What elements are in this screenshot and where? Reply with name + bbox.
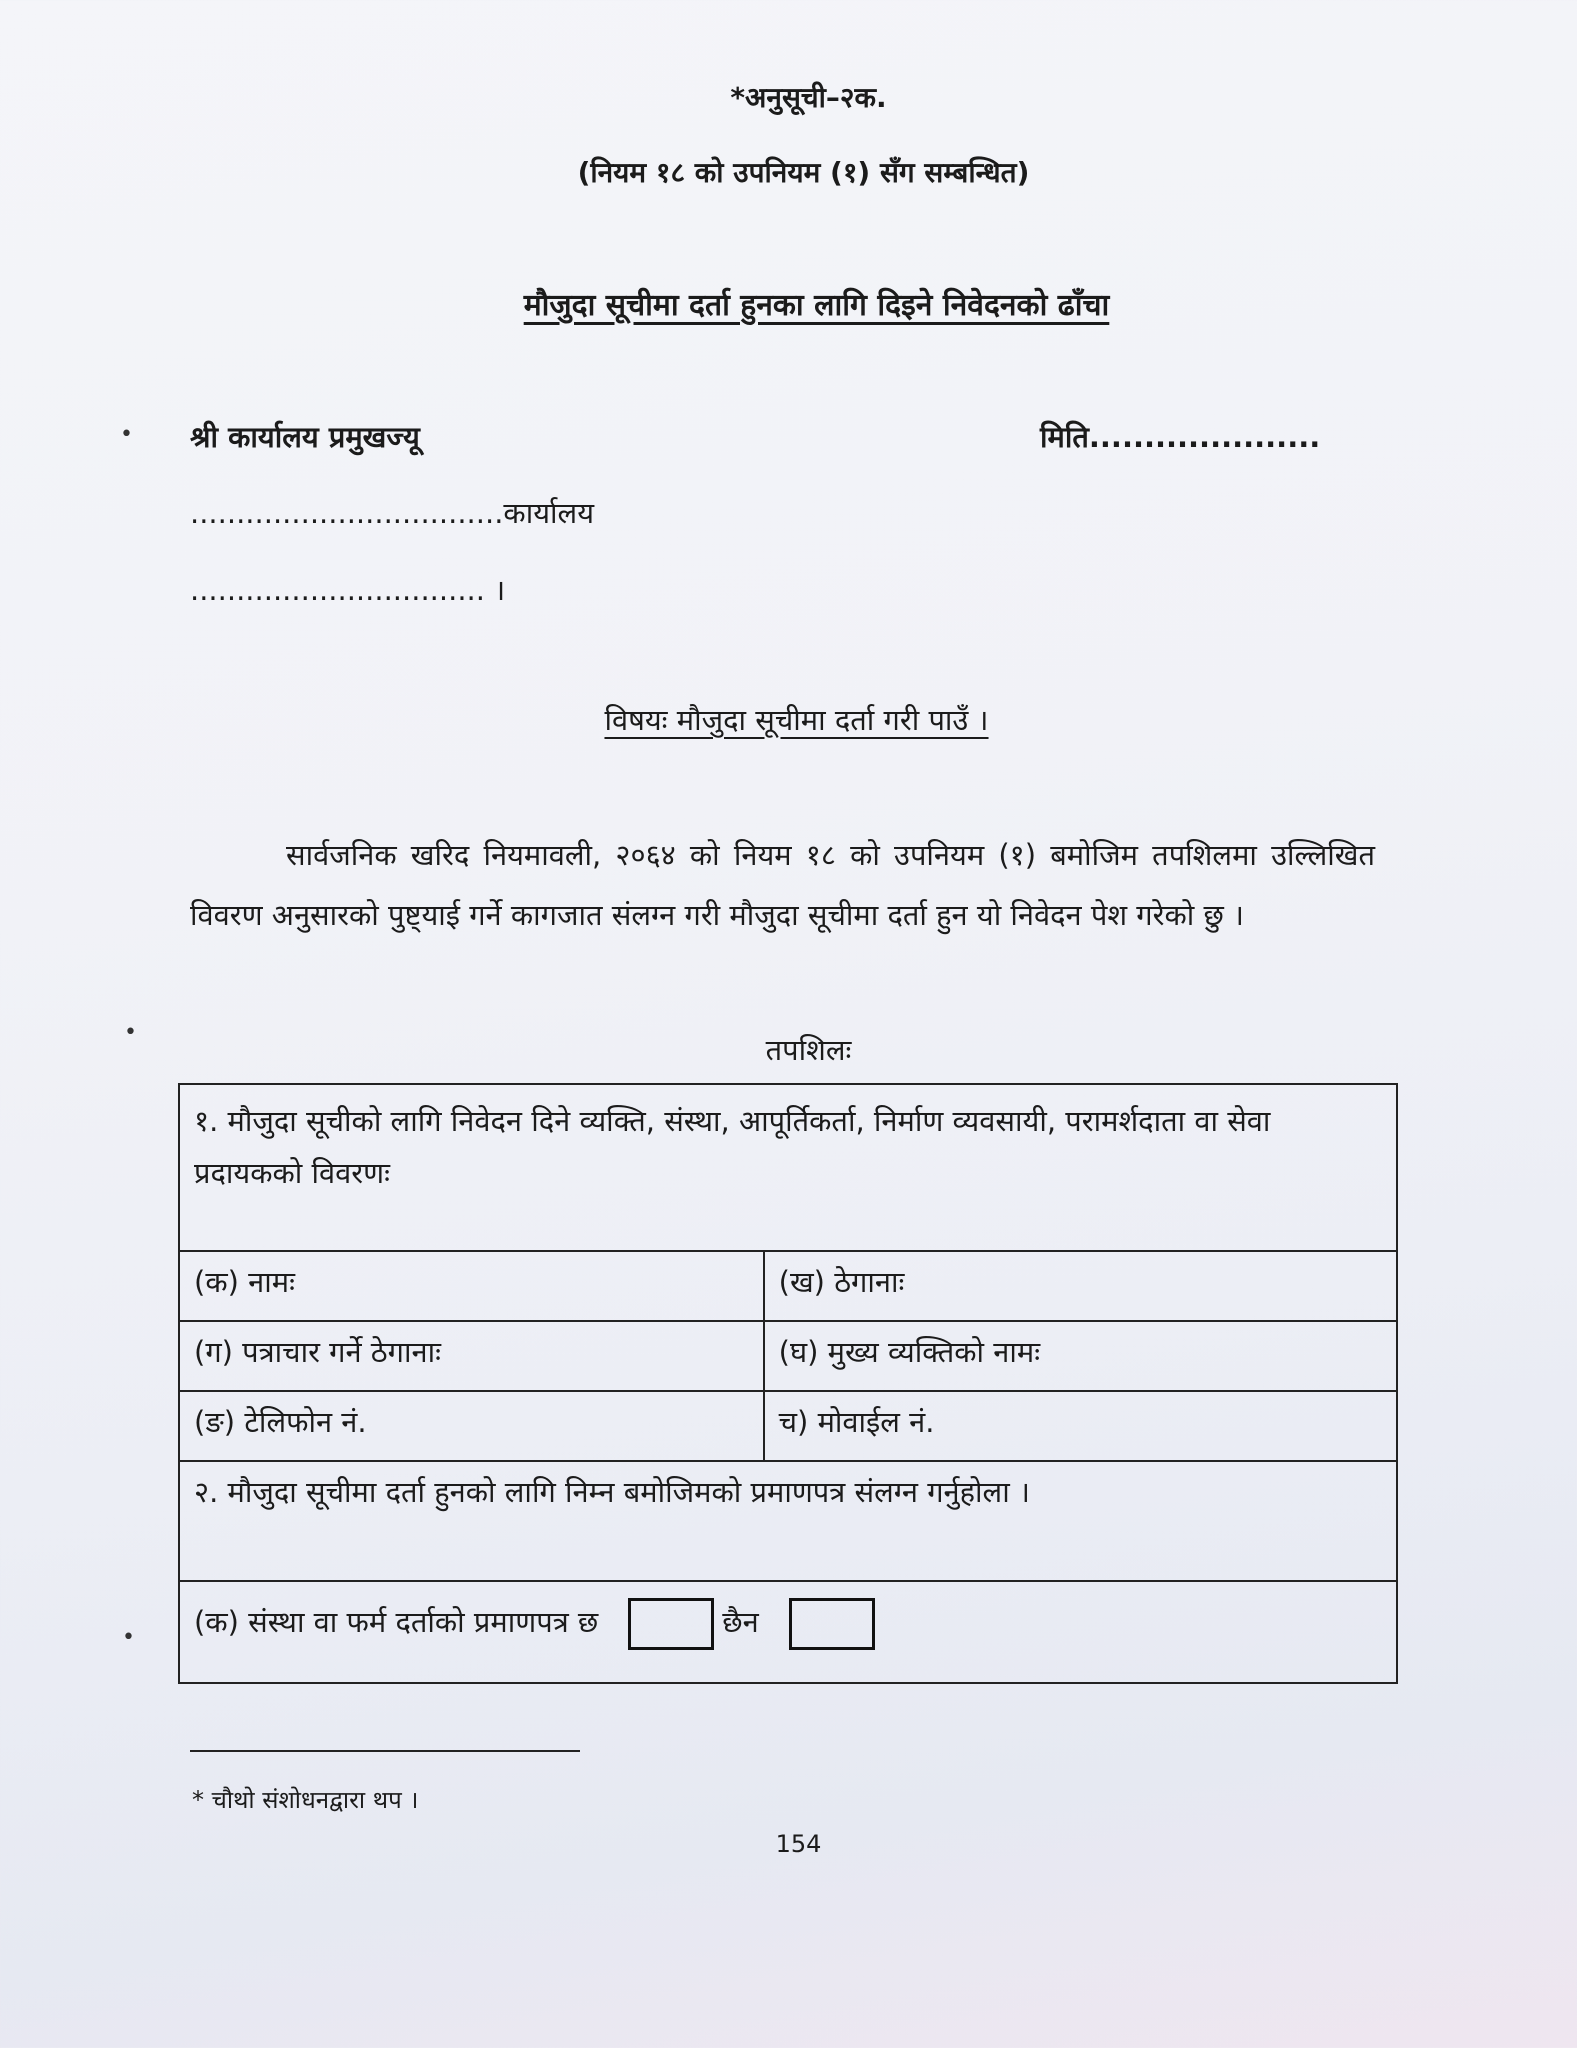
office-line: ..................................कार्यालय [190, 496, 595, 530]
table-row [179, 1251, 1397, 1321]
mobile-field: च) मोवाईल नं. [764, 1391, 1397, 1461]
key-person-field: (घ) मुख्य व्यक्तिको नामः [764, 1321, 1397, 1391]
details-table [178, 1083, 1398, 1684]
footnote-divider [190, 1750, 580, 1752]
certificate-question: (क) संस्था वा फर्म दर्ताको प्रमाणपत्र छ [194, 1605, 599, 1639]
stray-mark: • [124, 1020, 137, 1045]
form-title [28, 283, 1577, 324]
table-row [179, 1461, 1397, 1581]
certificate-row [179, 1581, 1397, 1683]
section1-heading: १. मौजुदा सूचीको लागि निवेदन दिने व्यक्ति, संस्था, आपूर्तिकर्ता, निर्माण व्यवसायी, परामर्शदाता वा सेवा प्रदायकको विवरणः [179, 1084, 1397, 1251]
table-row [179, 1391, 1397, 1461]
table-row [179, 1321, 1397, 1391]
schedule-label: तपशिलः [765, 1033, 852, 1067]
form-title-text: मौजुदा सूचीमा दर्ता हुनका लागि दिइने निवेदनको ढाँचा [523, 288, 1110, 323]
table-row [179, 1084, 1397, 1251]
rule-reference: (नियम १८ को उपनियम (१) सँग सम्बन्धित) [577, 156, 1030, 189]
subject-text: विषयः मौजुदा सूचीमा दर्ता गरी पाउँ । [604, 703, 989, 737]
application-body: सार्वजनिक खरिद नियमावली, २०६४ को नियम १८ को उपनियम (१) बमोजिम तपशिलमा उल्लिखित विवरण अनुसारको पुष्ट्याई गर्ने कागजात संलग्न गरी मौजुदा सूचीमा दर्ता हुन यो निवेदन पेश गरेको छु । [190, 838, 1375, 932]
subject-line [8, 700, 1577, 739]
stray-mark: • [120, 422, 133, 447]
correspondence-address-field: (ग) पत्राचार गर्ने ठेगानाः [179, 1321, 764, 1391]
no-label: छैन [722, 1605, 759, 1639]
page-number: 154 [775, 1830, 822, 1858]
table-row [179, 1581, 1397, 1683]
address-field: (ख) ठेगानाः [764, 1251, 1397, 1321]
yes-checkbox[interactable] [628, 1598, 714, 1650]
stray-mark: • [122, 1625, 135, 1650]
name-field: (क) नामः [179, 1251, 764, 1321]
telephone-field: (ङ) टेलिफोन नं. [179, 1391, 764, 1461]
section2-heading: २. मौजुदा सूचीमा दर्ता हुनको लागि निम्न बमोजिमको प्रमाणपत्र संलग्न गर्नुहोला । [179, 1461, 1397, 1581]
schedule-heading: *अनुसूची–२क. [730, 81, 887, 114]
district-line: ................................ । [190, 573, 506, 607]
footnote: * चौथो संशोधनद्वारा थप । [192, 1786, 419, 1814]
addressee: श्री कार्यालय प्रमुखज्यू [190, 420, 420, 454]
no-checkbox[interactable] [789, 1598, 875, 1650]
date-field: मिति..................... [1040, 420, 1321, 454]
